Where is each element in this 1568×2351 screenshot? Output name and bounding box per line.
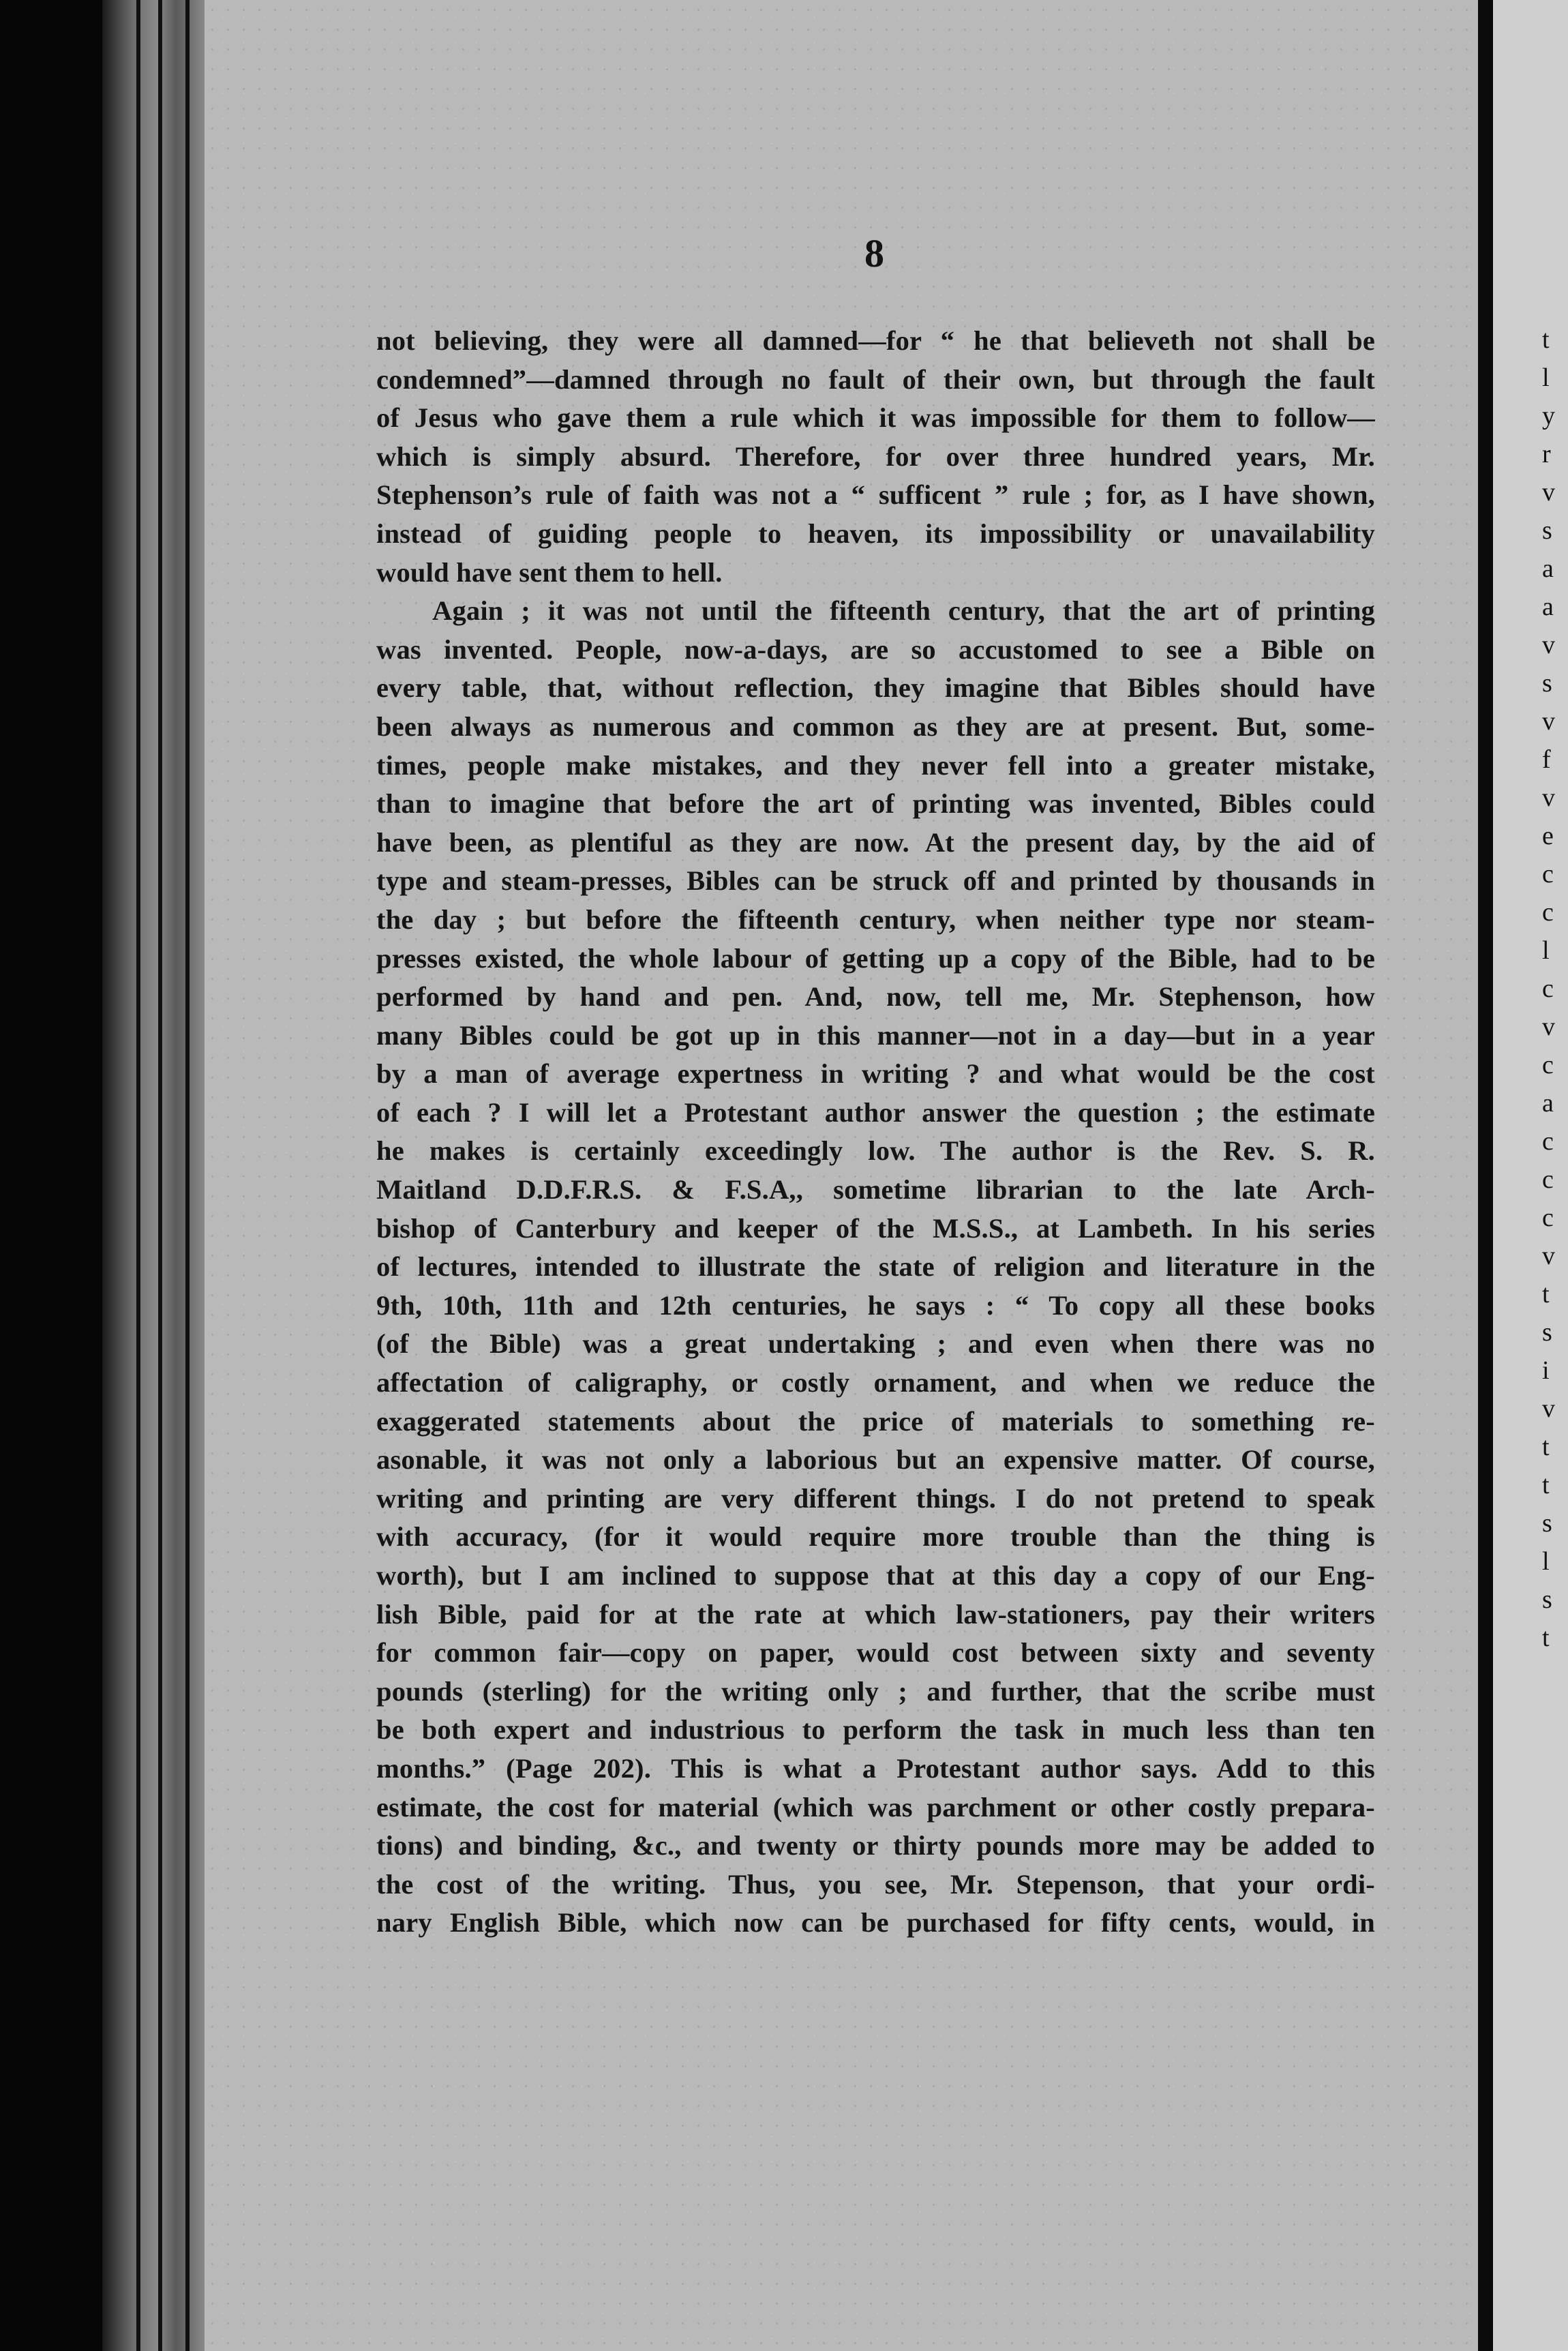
text-line: the cost of the writing. Thus, you see, Mr. Stepenson, that your ordi- bbox=[376, 1868, 1375, 1900]
text-line: 9th, 10th, 11th and 12th centuries, he says : “ To copy all these books bbox=[376, 1289, 1375, 1321]
text-line: would have sent them to hell. bbox=[376, 556, 723, 588]
text-line: was invented. People, now-a-days, are so accustomed to see a Bible on bbox=[376, 633, 1375, 665]
facing-page-text: t l y r v s a a v s v f v e c c l c v c a c c c v t s i v t t s l s t bbox=[1542, 325, 1555, 1652]
text-line: instead of guiding people to heaven, its impossibility or unavailability bbox=[376, 518, 1375, 549]
page-edge-line bbox=[158, 0, 162, 2351]
text-line: every table, that, without reflection, they imagine that Bibles should have bbox=[376, 672, 1375, 704]
page-number: 8 bbox=[864, 231, 884, 275]
text-line: (of the Bible) was a great undertaking ; and even when there was no bbox=[376, 1328, 1375, 1360]
text-line: be both expert and industrious to perform the task in much less than ten bbox=[376, 1714, 1375, 1746]
text-line: of each ? I will let a Protestant author answer the question ; the estimate bbox=[376, 1096, 1375, 1128]
text-line: Stephenson’s rule of faith was not a “ sufficent ” rule ; for, as I have shown, bbox=[376, 479, 1375, 511]
page-edge-line bbox=[185, 0, 190, 2351]
text-line: by a man of average expertness in writing ? and what would be the cost bbox=[376, 1058, 1375, 1090]
text-line: times, people make mistakes, and they never fell into a greater mistake, bbox=[376, 749, 1375, 781]
page-gutter bbox=[1478, 0, 1493, 2351]
text-line: been always as numerous and common as they are at present. But, some- bbox=[376, 710, 1375, 742]
text-line: asonable, it was not only a laborious but an expensive matter. Of course, bbox=[376, 1444, 1375, 1476]
text-line: nary English Bible, which now can be purchased for fifty cents, would, in bbox=[376, 1907, 1375, 1938]
text-line: of Jesus who gave them a rule which it was impossible for them to follow— bbox=[376, 402, 1375, 434]
page-edge-line bbox=[136, 0, 140, 2351]
text-line: with accuracy, (for it would require more trouble than the thing is bbox=[376, 1521, 1375, 1553]
paragraph-2 bbox=[376, 592, 1375, 1943]
text-line: worth), but I am inclined to suppose that at this day a copy of our Eng- bbox=[376, 1560, 1375, 1591]
text-line: writing and printing are very different things. I do not pretend to speak bbox=[376, 1482, 1375, 1514]
text-line: pounds (sterling) for the writing only ; and further, that the scribe must bbox=[376, 1675, 1375, 1707]
text-line: he makes is certainly exceedingly low. The author is the Rev. S. R. bbox=[376, 1135, 1375, 1167]
text-line: performed by hand and pen. And, now, tell me, Mr. Stephenson, how bbox=[376, 981, 1375, 1013]
text-line: which is simply absurd. Therefore, for over three hundred years, Mr. bbox=[376, 440, 1375, 472]
text-line: condemned”—damned through no fault of their own, but through the fault bbox=[376, 363, 1375, 395]
text-line: of lectures, intended to illustrate the state of religion and literature in the bbox=[376, 1251, 1375, 1283]
text-line: affectation of caligraphy, or costly ornament, and when we reduce the bbox=[376, 1367, 1375, 1398]
text-line: lish Bible, paid for at the rate at which law-stationers, pay their writers bbox=[376, 1598, 1375, 1630]
text-line: bishop of Canterbury and keeper of the M.S.S., at Lambeth. In his series bbox=[376, 1212, 1375, 1244]
body-text bbox=[376, 322, 1375, 1943]
text-line: have been, as plentiful as they are now. At the present day, by the aid of bbox=[376, 826, 1375, 858]
text-line: months.” (Page 202). This is what a Protestant author says. Add to this bbox=[376, 1752, 1375, 1784]
text-line: not believing, they were all damned—for “ he that believeth not shall be bbox=[376, 325, 1375, 356]
text-line: Again ; it was not until the fifteenth century, that the art of printing bbox=[432, 595, 1375, 627]
paragraph-1 bbox=[376, 322, 1375, 592]
text-line: presses existed, the whole labour of getting up a copy of the Bible, had to be bbox=[376, 942, 1375, 974]
text-line: for common fair—copy on paper, would cost between sixty and seventy bbox=[376, 1637, 1375, 1668]
text-line: estimate, the cost for material (which was parchment or other costly prepara- bbox=[376, 1791, 1375, 1823]
text-line: many Bibles could be got up in this manner—not in a day—but in a year bbox=[376, 1019, 1375, 1051]
text-line: tions) and binding, &c., and twenty or thirty pounds more may be added to bbox=[376, 1830, 1375, 1861]
text-line: than to imagine that before the art of printing was invented, Bibles could bbox=[376, 788, 1375, 820]
text-line: exaggerated statements about the price of materials to something re- bbox=[376, 1405, 1375, 1437]
text-line: type and steam-presses, Bibles can be struck off and printed by thousands in bbox=[376, 865, 1375, 897]
text-line: Maitland D.D.F.R.S. & F.S.A,, sometime librarian to the late Arch- bbox=[376, 1174, 1375, 1206]
text-line: the day ; but before the fifteenth century, when neither type nor steam- bbox=[376, 903, 1375, 935]
